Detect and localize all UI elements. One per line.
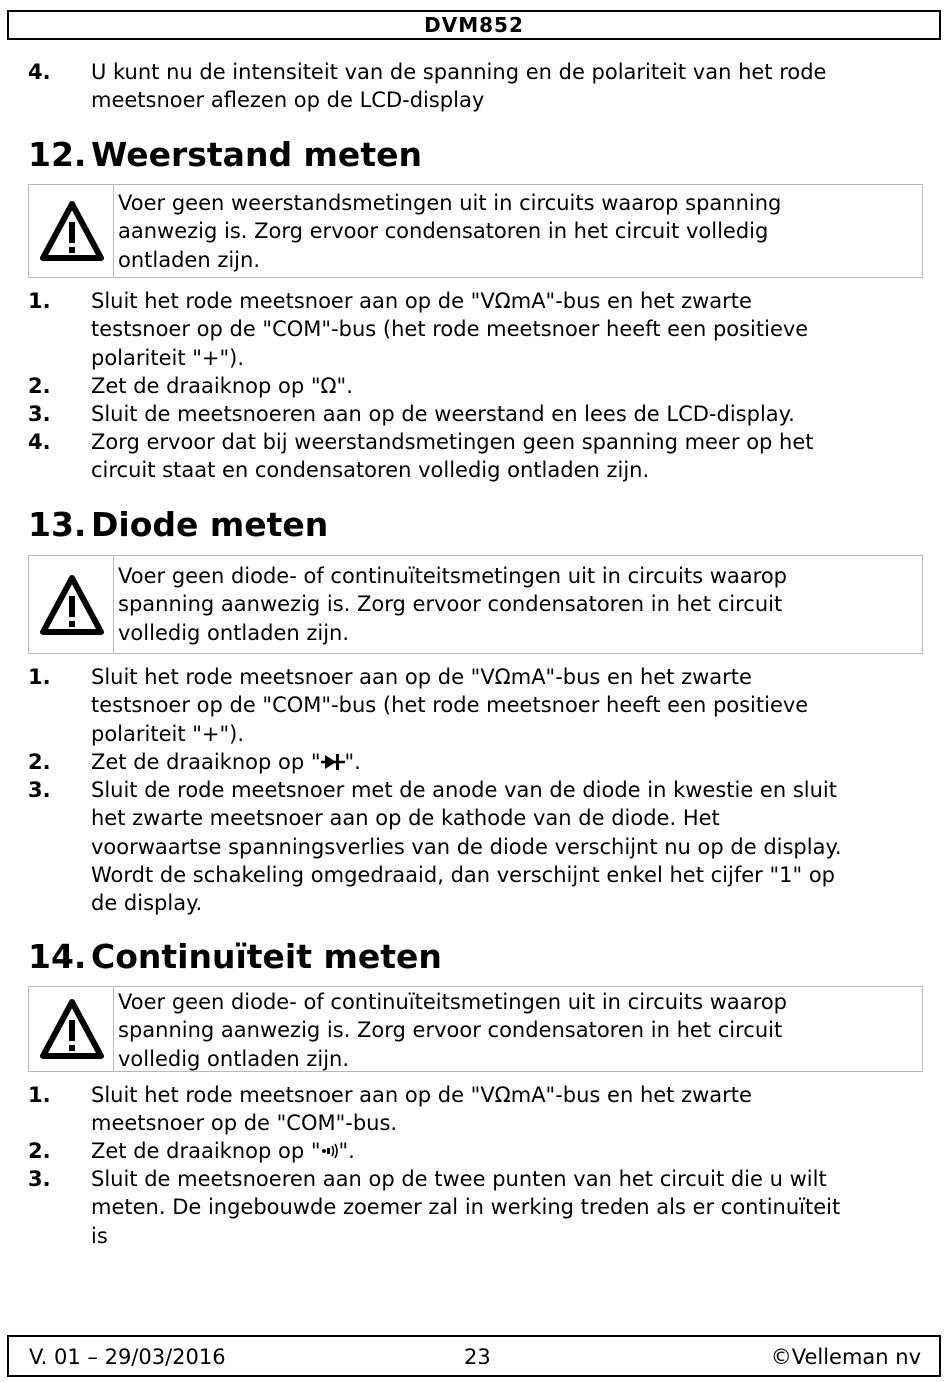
warning-box [28, 986, 923, 1072]
text-line: meten. De ingebouwde zoemer zal in werking treden als er continuïteit [91, 1195, 841, 1220]
text-line: spanning aanwezig is. Zorg ervoor condensatoren in het circuit [118, 1018, 783, 1043]
warning-icon [39, 996, 105, 1062]
buzzer-icon [321, 1142, 339, 1160]
text-line: polariteit "+"). [91, 721, 245, 746]
step-text [91, 1137, 355, 1165]
text-line: Zorg ervoor dat bij weerstandsmetingen geen spanning meer op het [91, 430, 814, 454]
text-line: ontladen zijn. [118, 247, 261, 272]
text-line: Voer geen weerstandsmetingen uit in circuits waarop spanning [118, 191, 782, 215]
text-line: Voer geen diode- of continuïteitsmetingen uit in circuits waarop [118, 990, 788, 1014]
step-number: 2. [28, 1139, 51, 1163]
text-line: het zwarte meetsnoer aan op de kathode van de diode. Het [91, 806, 720, 831]
text-line: aanwezig is. Zorg ervoor condensatoren in het circuit volledig [118, 219, 769, 244]
step-text [91, 748, 361, 776]
warning-icon-cell [29, 185, 114, 277]
text-segment: ". [344, 750, 361, 774]
warning-icon-cell [29, 987, 114, 1071]
text-line: voorwaartse spanningsverlies van de diode verschijnt nu op de display. [91, 834, 842, 859]
step-number: 3. [28, 402, 51, 426]
text-line: meetsnoer aflezen op de LCD-display [91, 88, 485, 113]
warning-text [118, 189, 781, 274]
text-segment: ". [338, 1139, 355, 1163]
text-line: de display. [91, 891, 203, 916]
text-line: U kunt nu de intensiteit van de spanning en de polariteit van het rode [91, 60, 827, 84]
footer-page-number: 23 [464, 1345, 491, 1369]
step-text: Sluit de meetsnoeren aan op de weerstand en lees de LCD-display. [91, 402, 795, 426]
section-title: Diode meten [91, 505, 329, 544]
text-line: volledig ontladen zijn. [118, 620, 350, 645]
text-segment: Zet de draaiknop op " [91, 750, 321, 774]
step-number: 3. [28, 778, 51, 802]
text-line: Wordt de schakeling omgedraaid, dan verschijnt enkel het cijfer "1" op [91, 862, 835, 887]
warning-box [28, 184, 923, 278]
text-line: volledig ontladen zijn. [118, 1046, 350, 1071]
text-line: circuit staat en condensatoren volledig ontladen zijn. [91, 458, 650, 483]
text-line: testsnoer op de "COM"-bus (het rode meetsnoer heeft een positieve [91, 317, 809, 342]
text-line: Sluit het rode meetsnoer aan op de "VΩmA"-bus en het zwarte [91, 665, 752, 689]
text-line: testsnoer op de "COM"-bus (het rode meetsnoer heeft een positieve [91, 693, 809, 718]
section-title: Weerstand meten [91, 135, 422, 174]
text-line: Voer geen diode- of continuïteitsmetingen uit in circuits waarop [118, 564, 788, 588]
step-number: 4. [28, 430, 51, 454]
text-line: meetsnoer op de "COM"-bus. [91, 1111, 398, 1136]
step-text [91, 287, 808, 372]
intro-step-number: 4. [28, 60, 51, 84]
step-text [91, 428, 814, 485]
step-text [91, 1081, 752, 1138]
warning-box [28, 555, 923, 654]
step-number: 1. [28, 1083, 51, 1107]
step-text [91, 1165, 840, 1250]
text-line: Sluit het rode meetsnoer aan op de "VΩmA"-bus en het zwarte [91, 289, 752, 313]
diode-icon [321, 753, 345, 771]
footer-copyright: ©Velleman nv [770, 1345, 921, 1369]
text-segment: Zet de draaiknop op " [91, 1139, 321, 1163]
footer-version: V. 01 – 29/03/2016 [29, 1345, 226, 1369]
step-number: 2. [28, 374, 51, 398]
warning-icon [39, 572, 105, 638]
intro-step-text [91, 58, 826, 115]
section-number: 14. [28, 937, 87, 976]
step-text: Zet de draaiknop op "Ω". [91, 374, 353, 398]
section-number: 13. [28, 505, 87, 544]
text-line: Sluit het rode meetsnoer aan op de "VΩmA"-bus en het zwarte [91, 1083, 752, 1107]
section-number: 12. [28, 135, 87, 174]
warning-text [118, 988, 787, 1073]
warning-icon-cell [29, 556, 114, 653]
text-line: is [91, 1223, 108, 1248]
warning-icon [39, 198, 105, 264]
step-number: 2. [28, 750, 51, 774]
step-text [91, 776, 842, 917]
step-number: 3. [28, 1167, 51, 1191]
section-title: Continuïteit meten [91, 937, 442, 976]
text-line: polariteit "+"). [91, 345, 245, 370]
warning-text [118, 562, 787, 647]
text-line: Sluit de rode meetsnoer met de anode van de diode in kwestie en sluit [91, 778, 837, 802]
step-text [91, 663, 808, 748]
step-number: 1. [28, 665, 51, 689]
text-line: Sluit de meetsnoeren aan op de twee punten van het circuit die u wilt [91, 1167, 827, 1191]
document-header: DVM852 [7, 10, 941, 40]
text-line: spanning aanwezig is. Zorg ervoor condensatoren in het circuit [118, 592, 783, 617]
step-number: 1. [28, 289, 51, 313]
document-footer [7, 1335, 941, 1377]
